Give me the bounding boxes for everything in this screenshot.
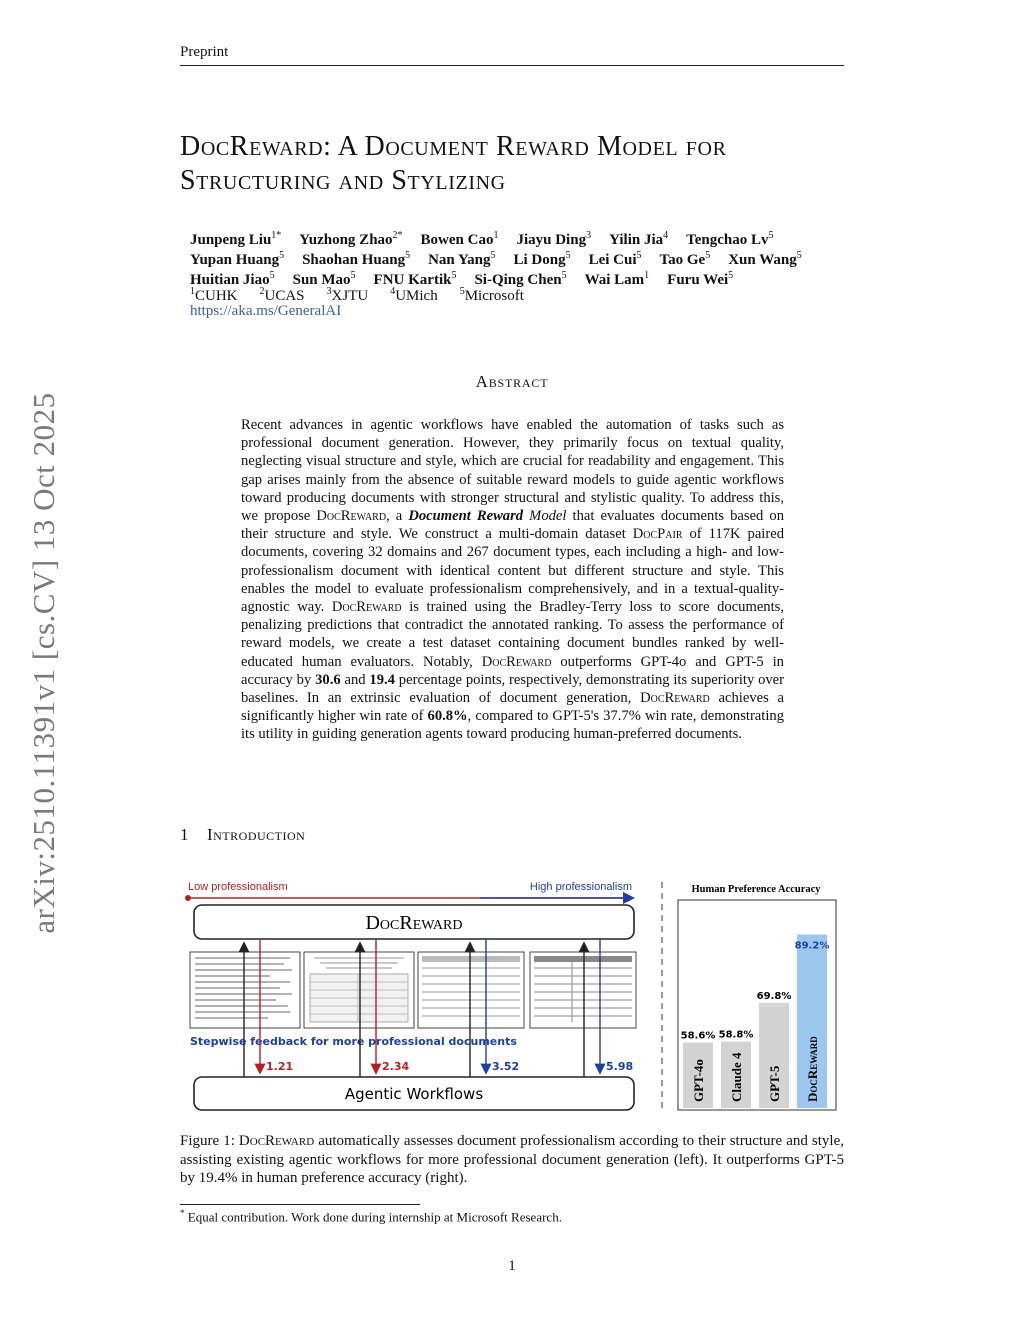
title-line-2: Structuring and Stylizing bbox=[180, 165, 506, 196]
document-thumbnails bbox=[190, 952, 636, 1028]
footnote-rule bbox=[180, 1204, 420, 1205]
author-name: Nan Yang$^5$ bbox=[428, 250, 496, 268]
score-2: 2.34 bbox=[382, 1060, 410, 1073]
author-name: Jiayu Ding$^3$ bbox=[516, 230, 592, 248]
bar-value-label: 58.8% bbox=[718, 1029, 754, 1041]
page-number: 1 bbox=[508, 1258, 516, 1274]
docreward-model-label: DocReward bbox=[365, 912, 463, 934]
author-name: FNU Kartik$^5$ bbox=[373, 270, 457, 288]
author-name: Tengchao Lv$^5$ bbox=[686, 230, 774, 248]
author-name: Xun Wang$^5$ bbox=[728, 250, 802, 268]
document-3 bbox=[418, 952, 524, 1028]
chart-title: Human Preference Accuracy bbox=[691, 884, 821, 895]
author-name: Huitian Jiao$^5$ bbox=[190, 270, 275, 288]
model-name: DocReward bbox=[316, 508, 387, 525]
author-name: Shaohan Huang$^5$ bbox=[302, 250, 411, 268]
paper-title bbox=[180, 130, 844, 198]
section-heading-introduction: 1 Introduction bbox=[180, 825, 306, 844]
author-name: Lei Cui$^5$ bbox=[588, 250, 642, 268]
abstract-body: Recent advances in agentic workflows have enabled the automation of tasks such as professional document generation. However, they primarily focus on textual quality, neglecting visual structure and style, which are crucial for readability and engagement. This gap arises mainly from the absence of suitable reward models to guide agentic workflows toward producing documents with stronger structural and stylistic quality. To address this, we propose DocReward, a Document Reward Model that evaluates documents based on their structure and style. We construct a multi-domain dataset DocPair of 117K paired documents, covering 32 domains and 267 document types, each including a high- and low-professionalism document with identical content but different structure and style. This enables the model to evaluate professionalism comprehensively, and in a textual-quality-agnostic way. DocReward is trained using the Bradley-Terry loss to score documents, penalizing predictions that contradict the annotated ranking. To assess the performance of reward models, we create a test dataset containing document bundles ranked by well-educated human evaluators. Notably, DocReward outperforms GPT-4o and GPT-5 in accuracy by 30.6 and 19.4 percentage points, respectively, demonstrating its superiority over baselines. In an extrinsic evaluation of document generation, DocReward achieves a significantly higher win rate of 60.8%, compared to GPT-5's 37.7% win rate, demonstrating its utility in guiding generation agents toward producing human-preferred documents. bbox=[241, 417, 785, 743]
bar-category-label: GPT-4o bbox=[691, 1059, 706, 1102]
footnote: * Equal contribution. Work done during internship at Microsoft Research. bbox=[180, 1208, 562, 1225]
author-name: Si-Qing Chen$^5$ bbox=[474, 270, 567, 288]
author-name: Furu Wei$^5$ bbox=[667, 270, 734, 288]
affiliation: $^1$CUHK bbox=[190, 286, 238, 304]
affiliation: $^5$Microsoft bbox=[459, 286, 524, 304]
author-name: Wai Lam$^1$ bbox=[584, 270, 650, 288]
author-name: Tao Ge$^5$ bbox=[659, 250, 711, 268]
abstract-heading: Abstract bbox=[475, 372, 549, 391]
bar-value-label: 58.6% bbox=[680, 1030, 716, 1042]
document-4 bbox=[530, 952, 636, 1028]
author-name: Li Dong$^5$ bbox=[513, 250, 571, 268]
author-name: Yupan Huang$^5$ bbox=[190, 250, 285, 268]
bar-category-label: GPT-5 bbox=[767, 1065, 782, 1102]
stepwise-feedback-label: Stepwise feedback for more professional documents bbox=[190, 1035, 517, 1048]
author-name: Junpeng Liu$^{1*}$ bbox=[190, 230, 282, 248]
dataset-name: DocPair bbox=[632, 526, 683, 543]
score-3: 3.52 bbox=[492, 1060, 520, 1073]
author-name: Sun Mao$^5$ bbox=[292, 270, 356, 288]
title-line-1: DocReward: A Document Reward Model for bbox=[180, 131, 727, 162]
figure-caption: Figure 1: DocReward automatically assesses document professionalism according to their structure and style, assisting existing agentic workflows for more professional document generation (left). It outperforms GPT-5 by 19.4% in human preference accuracy (right). bbox=[180, 1133, 844, 1186]
score-4: 5.98 bbox=[606, 1060, 634, 1073]
affiliation: $^3$XJTU bbox=[326, 286, 369, 304]
affiliation: $^2$UCAS bbox=[259, 286, 305, 304]
affiliation: $^4$UMich bbox=[390, 286, 438, 304]
figure-1 bbox=[180, 872, 844, 1122]
project-link[interactable]: https://aka.ms/GeneralAI bbox=[190, 303, 342, 319]
bar-value-label: 69.8% bbox=[756, 990, 792, 1002]
author-name: Yuzhong Zhao$^{2*}$ bbox=[299, 230, 403, 248]
high-professionalism-label: High professionalism bbox=[529, 881, 632, 893]
author-name: Bowen Cao$^1$ bbox=[420, 230, 499, 248]
header-rule bbox=[180, 65, 844, 66]
bar-category-label: Claude 4 bbox=[729, 1052, 744, 1102]
low-professionalism-label: Low professionalism bbox=[188, 881, 288, 893]
document-2 bbox=[304, 952, 414, 1028]
agentic-workflows-label: Agentic Workflows bbox=[344, 1085, 484, 1103]
bar-value-label: 89.2% bbox=[794, 940, 830, 952]
score-1: 1.21 bbox=[266, 1060, 294, 1073]
bar-category-label: DocReward bbox=[805, 1036, 820, 1102]
running-header: Preprint bbox=[180, 44, 229, 60]
document-1 bbox=[190, 952, 300, 1028]
arxiv-stamp-text: arXiv:2510.11391v1 [cs.CV] 13 Oct 2025 bbox=[26, 392, 61, 934]
human-preference-chart bbox=[678, 884, 836, 1110]
author-name: Yilin Jia$^4$ bbox=[609, 230, 669, 248]
